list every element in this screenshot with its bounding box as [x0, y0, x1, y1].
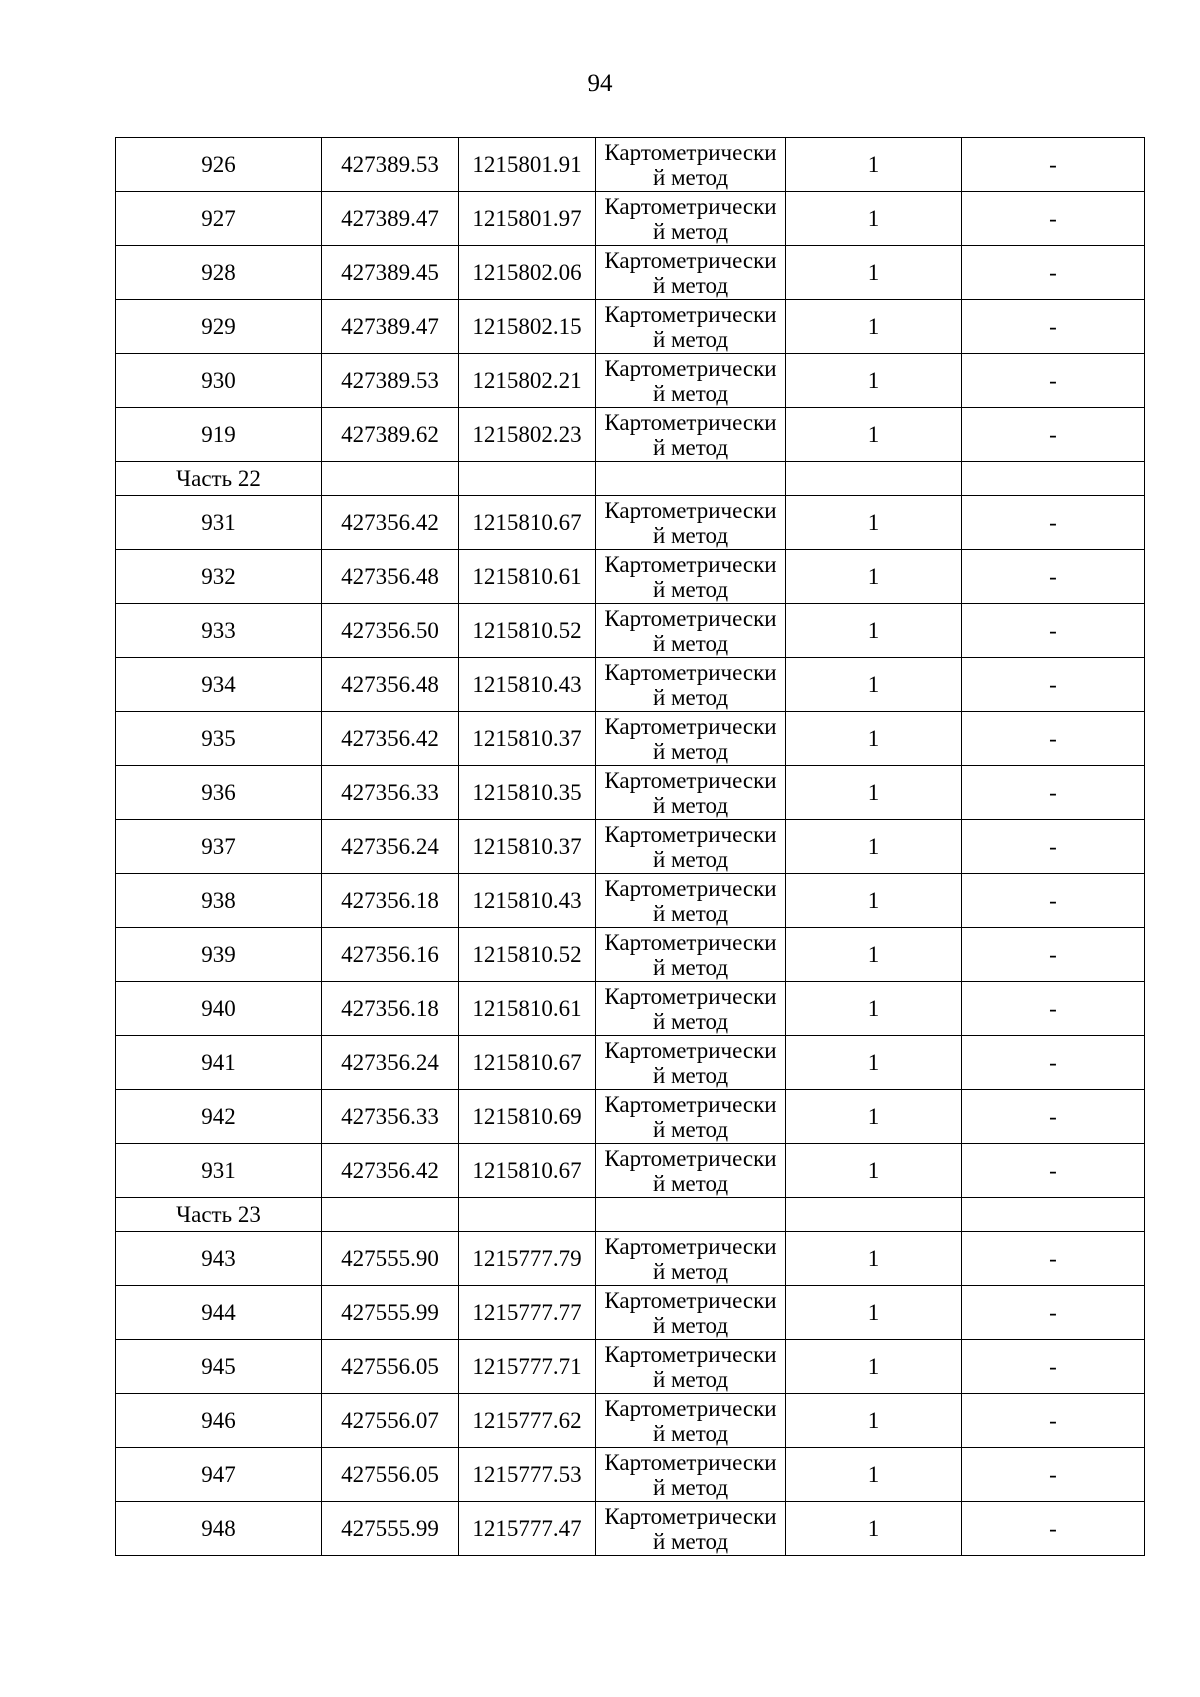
table-section-row [116, 1198, 1145, 1232]
note-cell: - [962, 982, 1145, 1036]
empty-cell [459, 462, 596, 496]
empty-cell [596, 1198, 786, 1232]
method-cell: Картометрически й метод [596, 928, 786, 982]
accuracy-cell: 1 [786, 928, 962, 982]
y-coordinate-cell: 1215801.91 [459, 138, 596, 192]
method-cell: Картометрически й метод [596, 1448, 786, 1502]
empty-cell [322, 462, 459, 496]
note-cell: - [962, 1502, 1145, 1556]
note-cell: - [962, 246, 1145, 300]
note-cell: - [962, 354, 1145, 408]
point-number-cell: 943 [116, 1232, 322, 1286]
note-cell: - [962, 1090, 1145, 1144]
accuracy-cell: 1 [786, 712, 962, 766]
table-row [116, 138, 1145, 192]
table-row [116, 1090, 1145, 1144]
accuracy-cell: 1 [786, 1394, 962, 1448]
method-cell: Картометрически й метод [596, 1144, 786, 1198]
method-cell: Картометрически й метод [596, 138, 786, 192]
empty-cell [596, 462, 786, 496]
x-coordinate-cell: 427356.24 [322, 1036, 459, 1090]
y-coordinate-cell: 1215801.97 [459, 192, 596, 246]
x-coordinate-cell: 427356.18 [322, 982, 459, 1036]
y-coordinate-cell: 1215810.43 [459, 874, 596, 928]
table-row [116, 604, 1145, 658]
method-cell: Картометрически й метод [596, 982, 786, 1036]
x-coordinate-cell: 427389.47 [322, 192, 459, 246]
method-cell: Картометрически й метод [596, 820, 786, 874]
method-cell: Картометрически й метод [596, 604, 786, 658]
accuracy-cell: 1 [786, 982, 962, 1036]
note-cell: - [962, 820, 1145, 874]
accuracy-cell: 1 [786, 1232, 962, 1286]
point-number-cell: 946 [116, 1394, 322, 1448]
coordinates-table-body [116, 138, 1145, 1556]
accuracy-cell: 1 [786, 1502, 962, 1556]
y-coordinate-cell: 1215777.53 [459, 1448, 596, 1502]
table-row [116, 1394, 1145, 1448]
table-row [116, 1286, 1145, 1340]
method-cell: Картометрически й метод [596, 192, 786, 246]
x-coordinate-cell: 427356.50 [322, 604, 459, 658]
y-coordinate-cell: 1215777.79 [459, 1232, 596, 1286]
y-coordinate-cell: 1215777.62 [459, 1394, 596, 1448]
note-cell: - [962, 874, 1145, 928]
x-coordinate-cell: 427356.42 [322, 496, 459, 550]
y-coordinate-cell: 1215810.67 [459, 496, 596, 550]
point-number-cell: 931 [116, 1144, 322, 1198]
method-cell: Картометрически й метод [596, 1286, 786, 1340]
accuracy-cell: 1 [786, 354, 962, 408]
accuracy-cell: 1 [786, 604, 962, 658]
note-cell: - [962, 712, 1145, 766]
x-coordinate-cell: 427356.42 [322, 712, 459, 766]
x-coordinate-cell: 427356.16 [322, 928, 459, 982]
point-number-cell: 940 [116, 982, 322, 1036]
method-cell: Картометрически й метод [596, 766, 786, 820]
point-number-cell: 938 [116, 874, 322, 928]
y-coordinate-cell: 1215802.21 [459, 354, 596, 408]
table-row [116, 354, 1145, 408]
table-row [116, 982, 1145, 1036]
table-row [116, 874, 1145, 928]
table-row [116, 246, 1145, 300]
y-coordinate-cell: 1215802.23 [459, 408, 596, 462]
note-cell: - [962, 1036, 1145, 1090]
x-coordinate-cell: 427389.53 [322, 138, 459, 192]
point-number-cell: 930 [116, 354, 322, 408]
point-number-cell: 945 [116, 1340, 322, 1394]
method-cell: Картометрически й метод [596, 658, 786, 712]
point-number-cell: 919 [116, 408, 322, 462]
table-row [116, 928, 1145, 982]
point-number-cell: 933 [116, 604, 322, 658]
table-row [116, 408, 1145, 462]
point-number-cell: 947 [116, 1448, 322, 1502]
x-coordinate-cell: 427356.24 [322, 820, 459, 874]
method-cell: Картометрически й метод [596, 354, 786, 408]
note-cell: - [962, 658, 1145, 712]
table-row [116, 820, 1145, 874]
y-coordinate-cell: 1215777.77 [459, 1286, 596, 1340]
table-row [116, 1232, 1145, 1286]
section-label-cell: Часть 22 [116, 462, 322, 496]
note-cell: - [962, 550, 1145, 604]
y-coordinate-cell: 1215810.52 [459, 604, 596, 658]
table-row [116, 550, 1145, 604]
x-coordinate-cell: 427556.07 [322, 1394, 459, 1448]
method-cell: Картометрически й метод [596, 496, 786, 550]
note-cell: - [962, 604, 1145, 658]
section-label-cell: Часть 23 [116, 1198, 322, 1232]
table-row [116, 1144, 1145, 1198]
x-coordinate-cell: 427556.05 [322, 1448, 459, 1502]
note-cell: - [962, 496, 1145, 550]
note-cell: - [962, 1232, 1145, 1286]
note-cell: - [962, 928, 1145, 982]
method-cell: Картометрически й метод [596, 1394, 786, 1448]
table-row [116, 712, 1145, 766]
point-number-cell: 939 [116, 928, 322, 982]
table-row [116, 1036, 1145, 1090]
note-cell: - [962, 766, 1145, 820]
accuracy-cell: 1 [786, 246, 962, 300]
method-cell: Картометрически й метод [596, 1090, 786, 1144]
y-coordinate-cell: 1215777.47 [459, 1502, 596, 1556]
accuracy-cell: 1 [786, 496, 962, 550]
table-row [116, 1448, 1145, 1502]
note-cell: - [962, 300, 1145, 354]
method-cell: Картометрически й метод [596, 874, 786, 928]
accuracy-cell: 1 [786, 192, 962, 246]
coordinates-table [115, 137, 1145, 1556]
accuracy-cell: 1 [786, 820, 962, 874]
note-cell: - [962, 1394, 1145, 1448]
y-coordinate-cell: 1215810.52 [459, 928, 596, 982]
table-row [116, 496, 1145, 550]
y-coordinate-cell: 1215810.43 [459, 658, 596, 712]
point-number-cell: 934 [116, 658, 322, 712]
accuracy-cell: 1 [786, 658, 962, 712]
method-cell: Картометрически й метод [596, 246, 786, 300]
note-cell: - [962, 1286, 1145, 1340]
x-coordinate-cell: 427555.99 [322, 1502, 459, 1556]
table-row [116, 658, 1145, 712]
accuracy-cell: 1 [786, 550, 962, 604]
accuracy-cell: 1 [786, 408, 962, 462]
empty-cell [459, 1198, 596, 1232]
x-coordinate-cell: 427555.90 [322, 1232, 459, 1286]
method-cell: Картометрически й метод [596, 550, 786, 604]
x-coordinate-cell: 427356.33 [322, 1090, 459, 1144]
accuracy-cell: 1 [786, 1286, 962, 1340]
point-number-cell: 929 [116, 300, 322, 354]
empty-cell [322, 1198, 459, 1232]
note-cell: - [962, 1144, 1145, 1198]
accuracy-cell: 1 [786, 874, 962, 928]
point-number-cell: 948 [116, 1502, 322, 1556]
y-coordinate-cell: 1215810.61 [459, 982, 596, 1036]
accuracy-cell: 1 [786, 1036, 962, 1090]
point-number-cell: 935 [116, 712, 322, 766]
empty-cell [962, 462, 1145, 496]
accuracy-cell: 1 [786, 766, 962, 820]
x-coordinate-cell: 427389.53 [322, 354, 459, 408]
point-number-cell: 931 [116, 496, 322, 550]
table-row [116, 766, 1145, 820]
empty-cell [786, 1198, 962, 1232]
x-coordinate-cell: 427389.45 [322, 246, 459, 300]
table-row [116, 192, 1145, 246]
method-cell: Картометрически й метод [596, 1232, 786, 1286]
method-cell: Картометрически й метод [596, 1036, 786, 1090]
x-coordinate-cell: 427389.62 [322, 408, 459, 462]
empty-cell [962, 1198, 1145, 1232]
accuracy-cell: 1 [786, 1090, 962, 1144]
x-coordinate-cell: 427356.48 [322, 658, 459, 712]
point-number-cell: 927 [116, 192, 322, 246]
point-number-cell: 937 [116, 820, 322, 874]
accuracy-cell: 1 [786, 1448, 962, 1502]
y-coordinate-cell: 1215777.71 [459, 1340, 596, 1394]
point-number-cell: 932 [116, 550, 322, 604]
y-coordinate-cell: 1215810.35 [459, 766, 596, 820]
note-cell: - [962, 1340, 1145, 1394]
table-row [116, 300, 1145, 354]
y-coordinate-cell: 1215802.15 [459, 300, 596, 354]
method-cell: Картометрически й метод [596, 300, 786, 354]
method-cell: Картометрически й метод [596, 408, 786, 462]
point-number-cell: 942 [116, 1090, 322, 1144]
x-coordinate-cell: 427356.42 [322, 1144, 459, 1198]
y-coordinate-cell: 1215810.61 [459, 550, 596, 604]
table-row [116, 1502, 1145, 1556]
point-number-cell: 941 [116, 1036, 322, 1090]
accuracy-cell: 1 [786, 300, 962, 354]
accuracy-cell: 1 [786, 1144, 962, 1198]
note-cell: - [962, 192, 1145, 246]
point-number-cell: 944 [116, 1286, 322, 1340]
method-cell: Картометрически й метод [596, 1340, 786, 1394]
x-coordinate-cell: 427356.18 [322, 874, 459, 928]
x-coordinate-cell: 427389.47 [322, 300, 459, 354]
note-cell: - [962, 408, 1145, 462]
x-coordinate-cell: 427555.99 [322, 1286, 459, 1340]
table-section-row [116, 462, 1145, 496]
y-coordinate-cell: 1215810.37 [459, 820, 596, 874]
note-cell: - [962, 138, 1145, 192]
accuracy-cell: 1 [786, 138, 962, 192]
y-coordinate-cell: 1215802.06 [459, 246, 596, 300]
point-number-cell: 928 [116, 246, 322, 300]
y-coordinate-cell: 1215810.37 [459, 712, 596, 766]
point-number-cell: 926 [116, 138, 322, 192]
x-coordinate-cell: 427356.33 [322, 766, 459, 820]
note-cell: - [962, 1448, 1145, 1502]
y-coordinate-cell: 1215810.69 [459, 1090, 596, 1144]
accuracy-cell: 1 [786, 1340, 962, 1394]
page-number: 94 [587, 70, 613, 97]
method-cell: Картометрически й метод [596, 1502, 786, 1556]
method-cell: Картометрически й метод [596, 712, 786, 766]
point-number-cell: 936 [116, 766, 322, 820]
y-coordinate-cell: 1215810.67 [459, 1036, 596, 1090]
y-coordinate-cell: 1215810.67 [459, 1144, 596, 1198]
x-coordinate-cell: 427356.48 [322, 550, 459, 604]
x-coordinate-cell: 427556.05 [322, 1340, 459, 1394]
empty-cell [786, 462, 962, 496]
table-row [116, 1340, 1145, 1394]
